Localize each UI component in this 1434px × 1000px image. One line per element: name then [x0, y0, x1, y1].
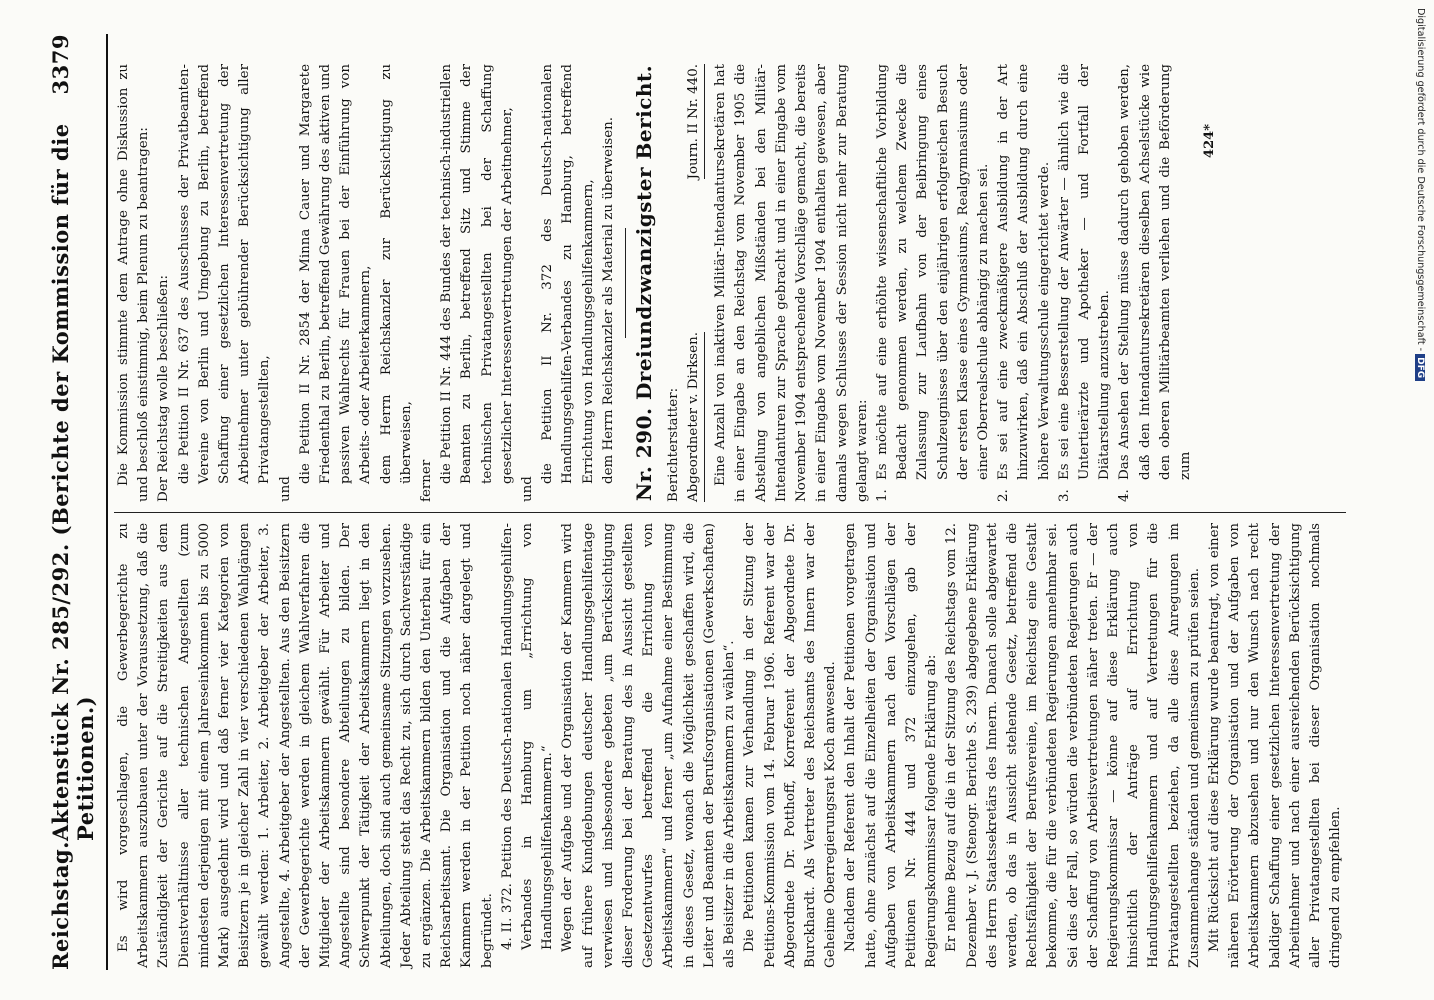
paragraph: Eine Anzahl von inaktiven Militär-Intendantursekretären hat in einer Eingabe an den Reichstag vom November 1905 die Abstellung von angeblichen Mißständen bei den Militär-Intendanturen zur Sprache gebracht und in einer Eingabe vom November 1904 entsprechende Vorschläge gemacht, die bereits in einer Eingabe vom November 1904 enthalten gewesen, aber damals wegen Schlusses der Session nicht mehr zur Beratung gelangt waren: — [713, 64, 870, 502]
reporter-name: Abgeordneter v. Dirksen. — [684, 332, 705, 502]
paragraph: Mit Rücksicht auf diese Erklärung wurde beantragt, von einer näheren Erörterung der Organisation und der Aufgaben von Arbeitskammern abzusehen und nur den Wunsch nach recht baldiger Schaffung einer gesetzlichen Interessenvertretung der Arbeitnehmer und nach einer ausreichenden Berücksichtigung aller Privatangestellten bei dieser Organisation nochmals dringend zu empfehlen. — [1206, 523, 1344, 968]
paragraph: Wegen der Aufgabe und der Organisation der Kammern wird auf frühere Kundgebungen deutscher Handlungsgehilfentage verwiesen und insbesondere gebeten „um Berücksichtigung dieser Forderung bei der Beratung des in Aussicht gestellten Gesetzentwurfes betreffend die Errichtung von Arbeitskammern“ und ferner „um Aufnahme einer Bestimmung in dieses Gesetz, wonach die Möglichkeit geschaffen wird, die Leiter und Beamten der Berufsorganisationen (Gewerkschaften) als Beisitzer in die Arbeitskammern zu wählen“. — [560, 523, 738, 968]
signature-mark: 424* — [1202, 124, 1218, 158]
dfg-logo: DFG — [1415, 354, 1425, 381]
list-item — [873, 64, 994, 502]
digitization-credit — [1404, 0, 1434, 1000]
journal-number: Journ. II Nr. 440. — [684, 64, 705, 179]
recommendation: dem Herrn Reichskanzler zur Berücksichtigung zu überweisen, — [378, 64, 414, 484]
list-number: 4. — [1117, 489, 1133, 502]
list-text: Es sei eine Besserstellung der Anwärter — ähnlich wie die Untertierärzte und Apotheker — und Fortfall der Diätarstellung anzustreben. — [1056, 64, 1113, 480]
petition-item: die Petition II Nr. 444 des Bundes der technisch-industriellen Beamten zu Berlin, betreffend Sitz und Stimme der technischen Privatangestellten bei der Schaffung gesetzlicher Interessenvertretungen der Arbeitnehmer, — [439, 64, 515, 484]
paragraph: Nachdem der Referent den Inhalt der Petitionen vorgetragen hatte, ohne zunächst auf die Einzelheiten der Organisation und Aufgaben von Arbeitskammern nach den Vorschlägen der Petitionen Nr. 444 und 372 einzugehen, gab der Regierungskommissar folgende Erklärung ab: — [843, 523, 940, 968]
petition-item: die Petition II Nr. 372 des Deutsch-nationalen Handlungsgehilfen-Verbandes zu Hamburg, betreffend Errichtung von Handlungsgehilfenkammern, — [540, 64, 596, 484]
reporter-label: Berichterstatter: — [666, 387, 682, 502]
paragraph: Der Reichstag wolle beschließen: — [156, 274, 172, 502]
header-document-number: Aktenstück Nr. 285/292. — [48, 543, 73, 842]
credit-text: Digitalisierung gefördert durch die Deutsche Forschungsgemeinschaft - — [1415, 8, 1426, 352]
text-columns — [114, 34, 1346, 970]
petition-item: 4. II. 372. Petition des Deutsch-nationalen Handlungsgehilfen-Verbandes in Hamburg um „Errichtung von Handlungsgehilfenkammern.“ — [499, 523, 556, 950]
numbered-list — [873, 64, 1196, 502]
section-divider — [625, 228, 626, 338]
reporter-row — [684, 64, 705, 502]
petition-item: die Petition II Nr. 637 des Ausschusses der Privatbeamten-Vereine von Berlin und Umgebung zu Berlin, betreffend Schaffung einer gesetzlichen Interessenvertretung der Arbeitnehmer unter gebührender Berücksichtigung aller Privatangestellten, — [176, 64, 273, 484]
page-header — [30, 34, 108, 970]
list-text: Es sei auf eine zweckmäßigere Ausbildung in der Art hinzuwirken, daß ein Abschluß der Ausbildung durch eine höhere Verwaltungsschule eingerichtet werde. — [996, 64, 1052, 480]
connector-word: und — [520, 476, 536, 502]
header-subtitle: (Berichte der Kommission für die Petitionen.) — [48, 123, 98, 842]
connector-word: ferner — [419, 459, 435, 502]
reporter-block — [664, 64, 705, 502]
list-number: 2. — [996, 489, 1012, 502]
connector-word: und — [277, 476, 293, 502]
right-column — [114, 54, 1346, 512]
petition-item: die Petition II Nr. 2854 der Minna Cauer und Margarete Friedenthal zu Berlin, betreffend Gewährung des aktiven und passiven Wahlrechts für Frauen bei der Einführung von Arbeits- oder Arbeiterkammern, — [297, 64, 374, 484]
recommendation: dem Herrn Reichskanzler als Material zu überweisen. — [600, 116, 616, 484]
list-number: 3. — [1056, 489, 1072, 502]
header-title — [48, 94, 98, 841]
page-number: 3379 — [48, 34, 73, 95]
header-left: Reichstag. — [48, 841, 73, 970]
paragraph: Die Petitionen kamen zur Verhandlung in der Sitzung der Petitions-Kommission vom 14. Februar 1906. Referent war der Abgeordnete Dr. Potthoff, Korreferent der Abgeordnete Dr. Burckhardt. Als Vertreter des Reichsamts des Innern war der Geheime Oberregierungsrat Koch anwesend. — [742, 523, 839, 968]
list-text: Das Ansehen der Stellung müsse dadurch gehoben werden, daß den Intendantursekretären dieselben Achselstücke wie den oberen Militärbeamten verliehen und die Beförderung zum — [1117, 64, 1193, 480]
paragraph: Die Kommission stimmte dem Antrage ohne Diskussion zu und beschloß einstimmig, beim Plenum zu beantragen: — [116, 64, 152, 502]
left-column — [114, 512, 1346, 970]
list-item — [1115, 64, 1196, 502]
list-text: Es möchte auf eine erhöhte wissenschaftliche Vorbildung Bedacht genommen werden, zu welchem Zwecke die Zulassung zur Laufbahn von der Beibringung eines Schulzeugnisses über den einjährigen erfolgreichen Besuch der ersten Klasse eines Gymnasiums, Realgymnasiums oder einer Oberrealschule abhängig zu machen sei. — [874, 64, 991, 480]
credit-line — [1408, 8, 1426, 988]
list-item — [1055, 64, 1116, 502]
list-number: 1. — [874, 489, 890, 502]
paragraph: Es wird vorgeschlagen, die Gewerbegerichte zu Arbeitskammern auszubauen unter der Voraussetzung, daß die Zuständigkeit der Gerichte auf die Streitigkeiten aus dem Dienstverhältnisse aller technischen Angestellten (zum mindesten derjenigen mit einem Jahreseinkommen bis zu 5000 Mark) ausgedehnt wird und daß ferner vier Kategorien von Beisitzern je in gleicher Zahl in vier verschiedenen Wahlgängen gewählt werden: 1. Arbeiter, 2. Arbeitgeber der Arbeiter, 3. Angestellte, 4. Arbeitgeber der Angestellten. Aus den Beisitzern der Gewerbegerichte werden in gleichem Wahlverfahren die Mitglieder der Arbeitskammern gewählt. Für Arbeiter und Angestellte sind besondere Abteilungen zu bilden. Der Schwerpunkt der Tätigkeit der Arbeitskammern liegt in den Abteilungen, doch sind auch gemeinsame Sitzungen vorzusehen. Jeder Abteilung steht das Recht zu, sich durch Sachverständige zu ergänzen. Die Arbeitskammern bilden den Unterbau für ein Reichsarbeitsamt. Die Organisation und die Aufgaben der Kammern werden in der Petition noch näher dargelegt und begründet. — [116, 523, 495, 968]
list-item — [994, 64, 1055, 502]
paragraph: Er nehme Bezug auf die in der Sitzung des Reichstags vom 12. Dezember v. J. (Stenogr. Berichte S. 239) abgegebene Erklärung des Herrn Staatssekretärs des Innern. Danach solle abgewartet werden, ob das in Aussicht stehende Gesetz, betreffend die Rechtsfähigkeit der Berufsvereine, im Reichstag eine Gestalt bekomme, die für die verbündeten Regierungen annehmbar sei. Sei dies der Fall, so würden die verbündeten Regierungen auch der Schaffung von Arbeitsvertretungen näher treten. Er — der Regierungskommissar — könne auf diese Erklärung auch hinsichtlich der Anträge auf Errichtung von Handlungsgehilfenkammern und auf Vertretungen für die Privatangestellten beziehen, da alle diese Anregungen im Zusammenhange ständen und gemeinsam zu prüfen seien. — [944, 523, 1202, 968]
report-title: Nr. 290. Dreiundzwanzigster Bericht. — [632, 64, 657, 502]
